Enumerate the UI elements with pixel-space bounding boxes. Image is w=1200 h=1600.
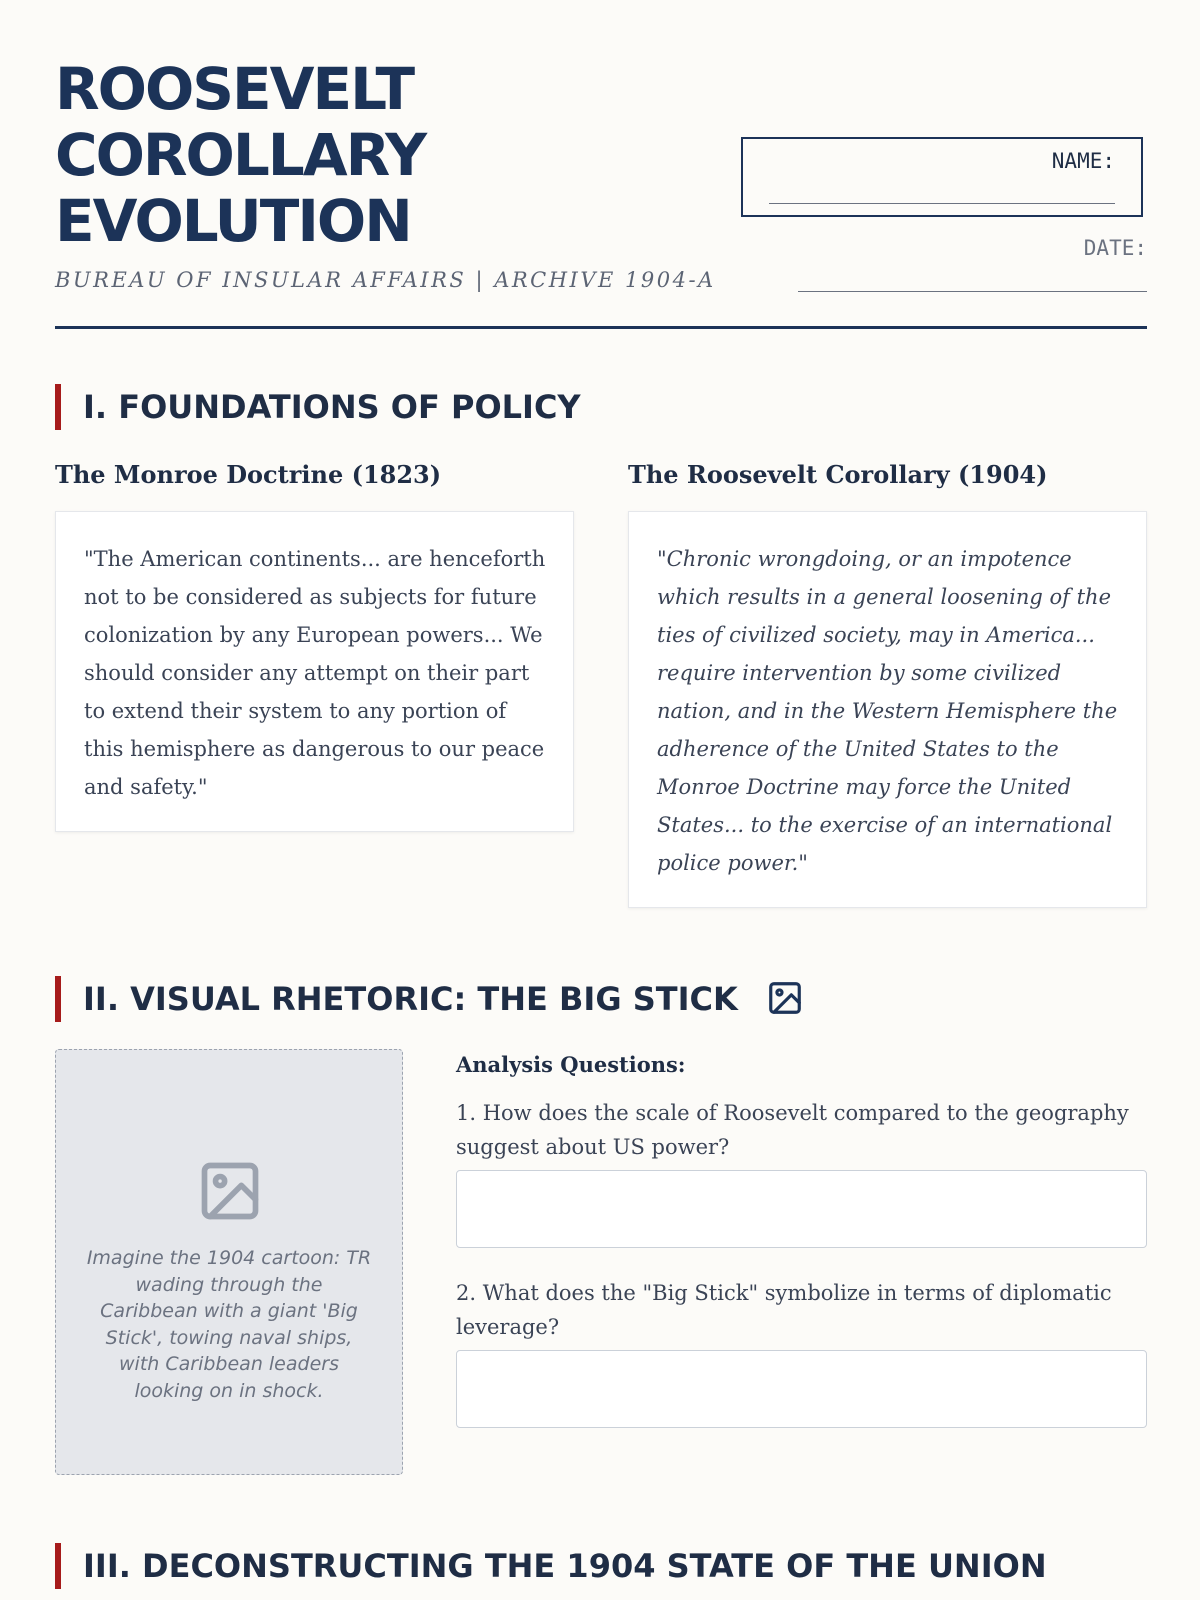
question-2-answer[interactable] — [456, 1350, 1147, 1428]
title-line-3: EVOLUTION — [55, 187, 411, 255]
analysis-questions-heading: Analysis Questions: — [456, 1052, 686, 1077]
title-line-2: COROLLARY — [55, 121, 426, 189]
page-title — [55, 56, 615, 254]
question-2-text: 2. What does the "Big Stick" symbolize in terms of diplomatic leverage? — [456, 1281, 1112, 1339]
roosevelt-corollary-title: The Roosevelt Corollary (1904) — [628, 460, 1048, 489]
page-subtitle: BUREAU OF INSULAR AFFAIRS | ARCHIVE 1904-A — [55, 268, 716, 292]
image-icon — [766, 979, 804, 1017]
date-label: DATE: — [1083, 236, 1147, 260]
cartoon-image-placeholder — [55, 1049, 403, 1475]
question-1-answer[interactable] — [456, 1170, 1147, 1248]
monroe-doctrine-title: The Monroe Doctrine (1823) — [55, 460, 442, 489]
roosevelt-corollary-quote: "Chronic wrongdoing, or an impotence which results in a general loosening of the ties of civilized society, may in America... require intervention by some civilized nation, and in the Western Hemisphere the adherence of the United States to the Monroe Doctrine may force the United States... to the exercise of an international police power." — [628, 511, 1147, 908]
section-3-heading: III. DECONSTRUCTING THE 1904 STATE OF THE UNION — [55, 1543, 1047, 1589]
name-label: NAME: — [1051, 149, 1115, 173]
title-line-1: ROOSEVELT — [55, 55, 414, 123]
question-1-text: 1. How does the scale of Roosevelt compared to the geography suggest about US power? — [456, 1101, 1129, 1159]
name-field[interactable] — [741, 137, 1143, 217]
section-1-heading: I. FOUNDATIONS OF POLICY — [55, 384, 581, 430]
name-underline — [769, 203, 1115, 204]
header-divider — [55, 326, 1147, 329]
date-field[interactable] — [798, 291, 1147, 292]
section-2-heading — [55, 976, 804, 1022]
image-caption: Imagine the 1904 cartoon: TR wading through the Caribbean with a giant 'Big Stick', towing naval ships, with Caribbean leaders looking on in shock. — [86, 1247, 372, 1402]
monroe-doctrine-quote: "The American continents... are henceforth not to be considered as subjects for future colonization by any European powers... We should consider any attempt on their part to extend their system to any portion of this hemisphere as dangerous to our peace and safety." — [55, 511, 574, 832]
image-placeholder-icon — [196, 1157, 264, 1225]
section-2-heading-text: II. VISUAL RHETORIC: THE BIG STICK — [83, 980, 738, 1018]
